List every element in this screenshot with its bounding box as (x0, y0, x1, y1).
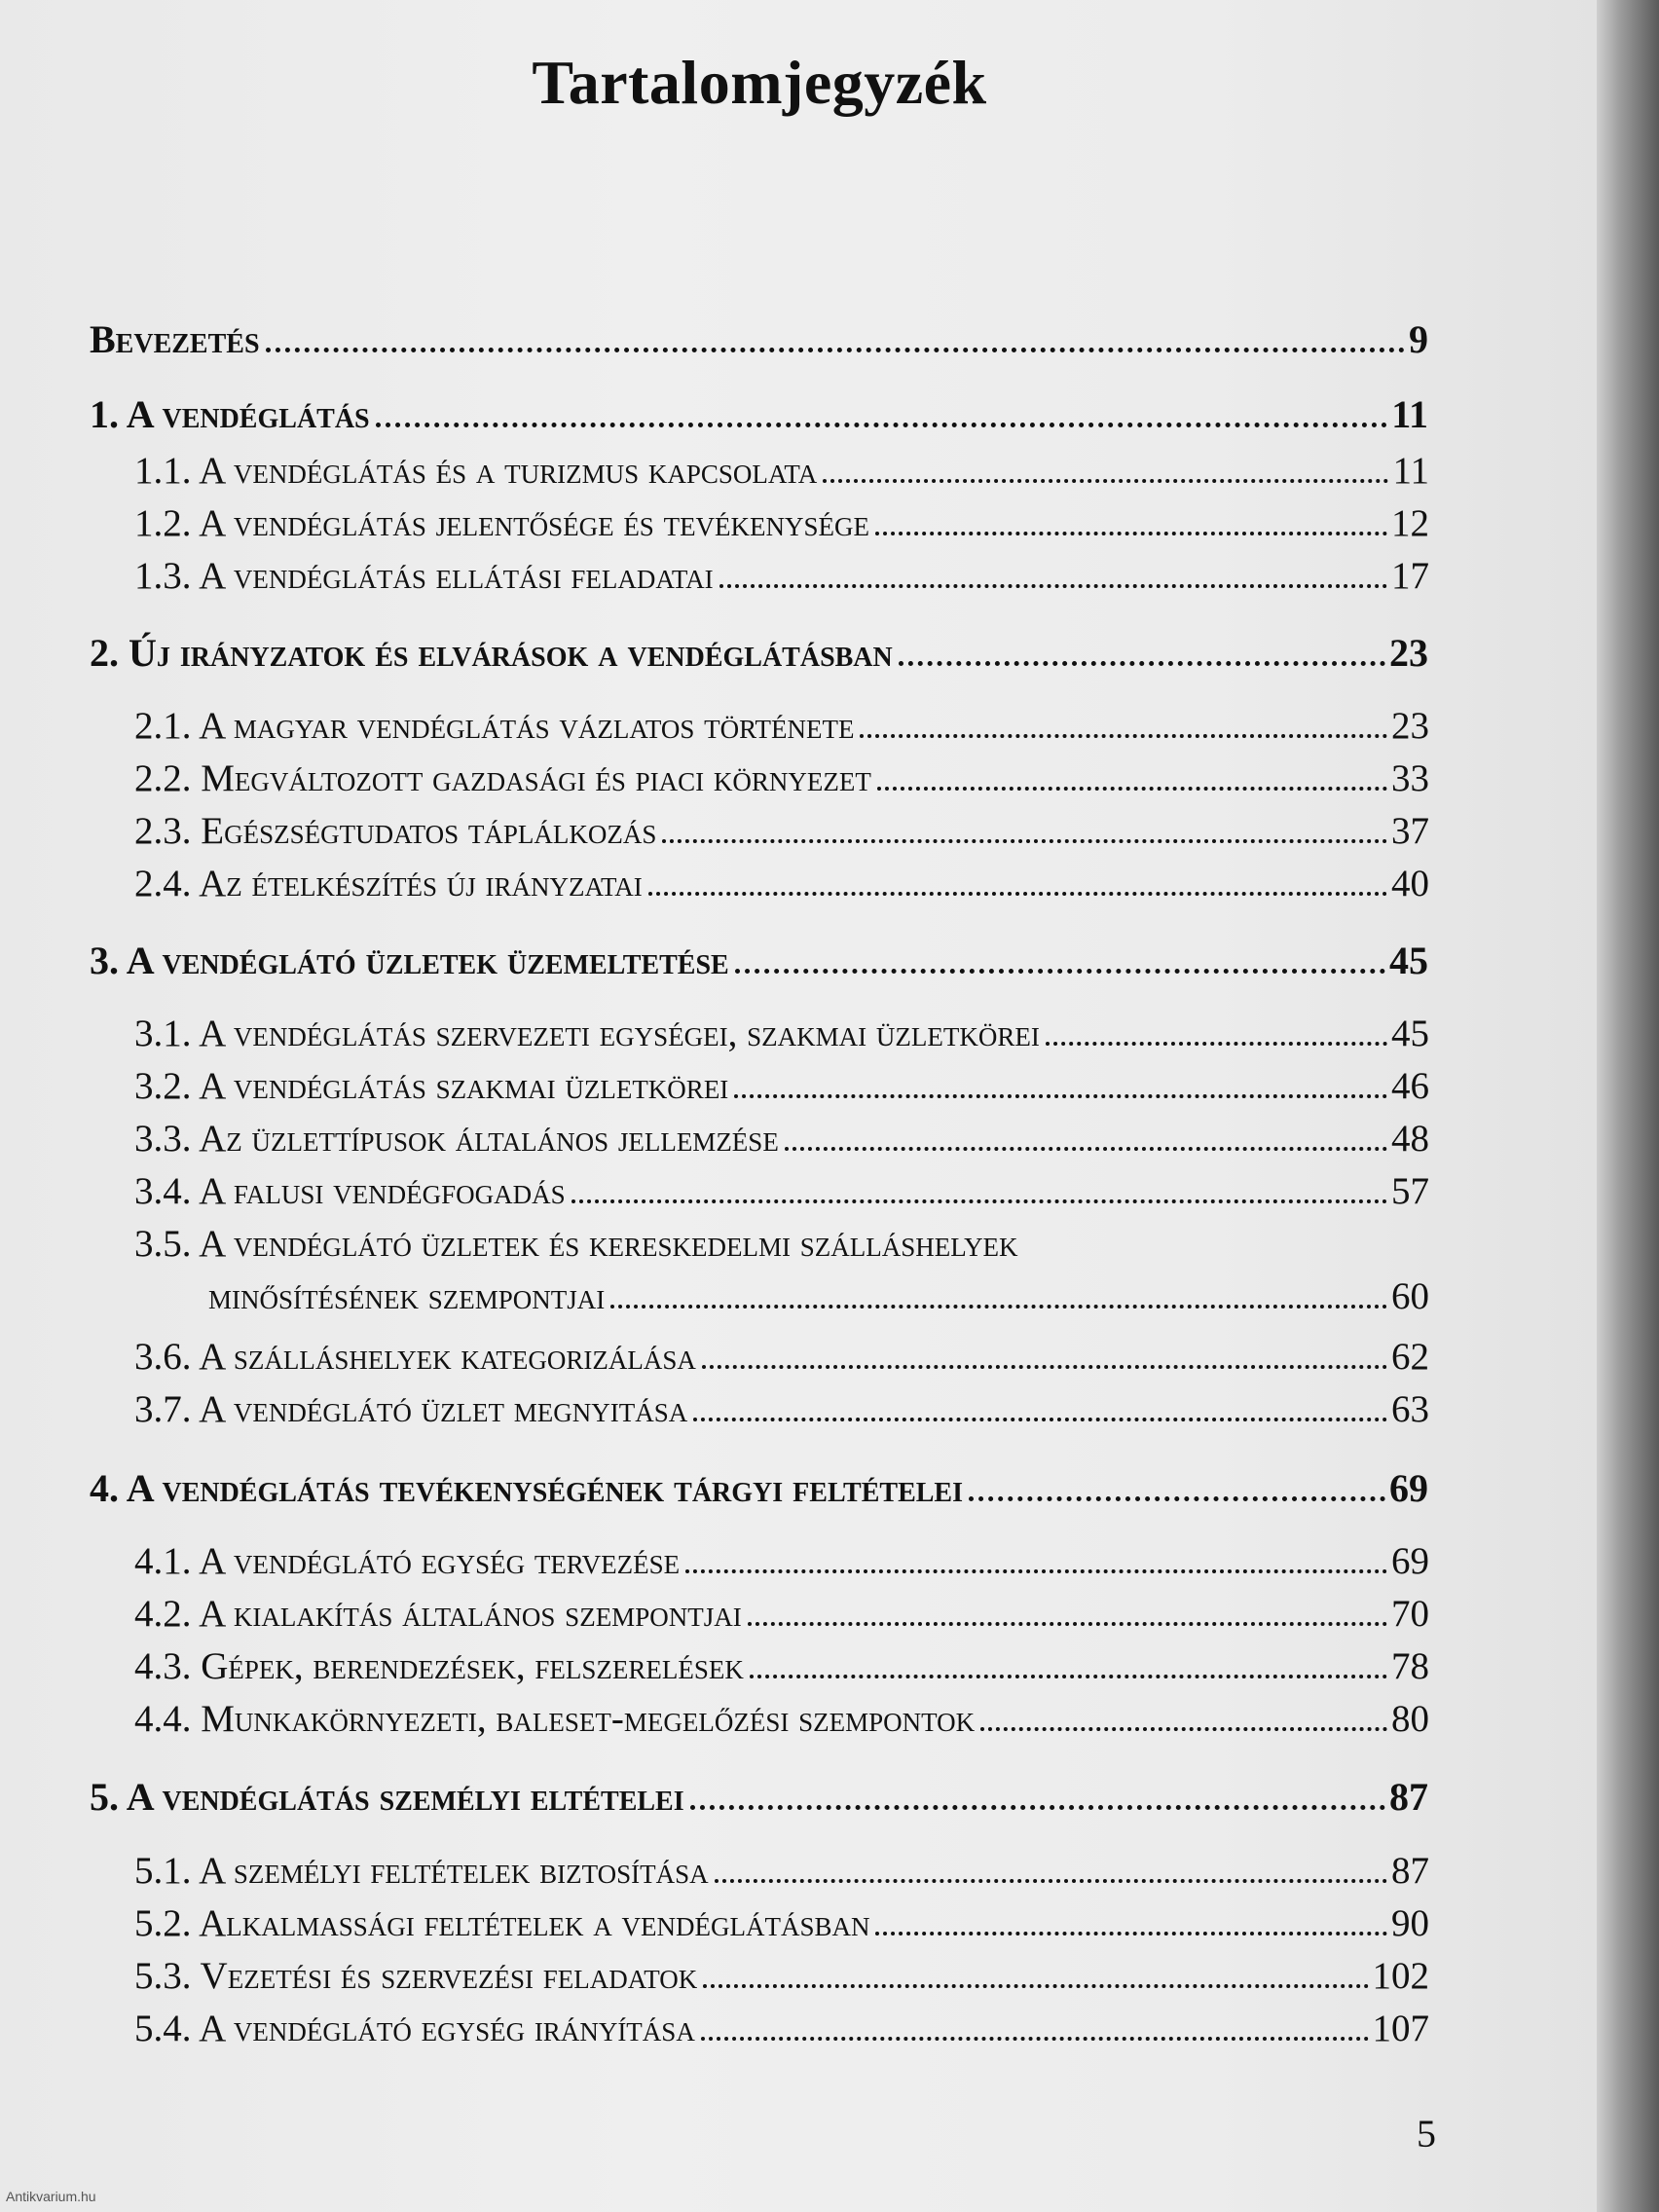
toc-chapter-entry (90, 385, 1428, 437)
toc-entry-label: 2.4. Az ételkészítés új irányzatai (134, 863, 643, 904)
dot-leader (685, 1569, 1387, 1573)
toc-entry-label: 5. A vendéglátás személyi eltételei (90, 1775, 684, 1819)
toc-entry-label: 2.2. Megváltozott gazdasági és piaci környezet (134, 757, 871, 799)
dot-leader (610, 1305, 1387, 1309)
toc-chapter-entry (90, 931, 1428, 983)
toc-entry-label: 5.4. A vendéglátó egység irányítása (134, 2008, 695, 2049)
toc-entry-label: 1.3. A vendéglátás ellátási feladatai (134, 555, 714, 597)
dot-leader (823, 479, 1388, 483)
toc-entry-label: 4.3. Gépek, berendezések, felszerelések (134, 1645, 744, 1687)
toc-chapter-entry (90, 1458, 1428, 1511)
toc-entry-page-number: 23 (1391, 705, 1429, 747)
toc-entry-label: 2. Új irányzatok és elvárások a vendéglátásban (90, 631, 893, 675)
toc-entry-page-number: 17 (1391, 555, 1429, 597)
toc-entry-page-number: 9 (1409, 317, 1428, 361)
toc-section-entry (134, 748, 1429, 800)
dot-leader (266, 348, 1405, 352)
toc-entry-page-number: 33 (1391, 757, 1429, 799)
toc-section-entry-first-line (134, 1213, 1429, 1266)
toc-entry-label: Bevezetés (90, 317, 260, 361)
page-number: 5 (1417, 2112, 1436, 2156)
dot-leader (690, 1805, 1385, 1810)
toc-entry-page-number: 63 (1391, 1388, 1429, 1430)
toc-section-entry (134, 1893, 1429, 1945)
toc-section-entry (134, 1636, 1429, 1688)
toc-entry-label: 1.1. A vendéglátás és a turizmus kapcsolata (134, 450, 818, 492)
toc-entry-label: 3.5. A vendéglátó üzletek és kereskedelmi szálláshelyek (134, 1223, 1018, 1265)
toc-chapter-entry (90, 1767, 1428, 1820)
dot-leader (969, 1496, 1385, 1501)
dot-leader (702, 1365, 1387, 1369)
dot-leader (648, 892, 1387, 896)
page-title: Tartalomjegyzék (532, 48, 987, 117)
toc-entry-label: 3. A vendéglátó üzletek üzemeltetése (90, 939, 729, 982)
dot-leader (875, 532, 1387, 535)
dot-leader (1046, 1042, 1387, 1046)
dot-leader (860, 734, 1387, 738)
toc-entry-page-number: 45 (1389, 939, 1428, 982)
toc-section-entry (134, 1326, 1429, 1379)
toc-entry-page-number: 90 (1391, 1902, 1429, 1944)
toc-section-entry (134, 545, 1429, 598)
dot-leader (899, 661, 1385, 666)
toc-entry-label: 4. A vendéglátás tevékenységének tárgyi feltételei (90, 1466, 964, 1510)
page-shadow-edge (1597, 0, 1659, 2212)
toc-chapter-entry (90, 310, 1428, 362)
toc-entry-label: 1. A vendéglátás (90, 392, 370, 436)
toc-entry-label-continuation: minősítésének szempontjai (208, 1275, 606, 1317)
toc-entry-label: 3.1. A vendéglátás szervezeti egységei, szakmai üzletkörei (134, 1013, 1040, 1054)
watermark: Antikvarium.hu (6, 2189, 96, 2204)
toc-entry-page-number: 107 (1372, 2008, 1429, 2049)
toc-entry-page-number: 69 (1389, 1466, 1428, 1510)
toc-section-entry (134, 1688, 1429, 1741)
toc-entry-page-number: 40 (1391, 863, 1429, 904)
toc-section-entry (134, 1530, 1429, 1583)
toc-section-entry (134, 1998, 1429, 2050)
toc-entry-page-number: 69 (1391, 1540, 1429, 1582)
dot-leader (785, 1147, 1387, 1151)
toc-entry-label: 2.1. A magyar vendéglátás vázlatos története (134, 705, 855, 747)
toc-entry-label: 4.4. Munkakörnyezeti, baleset-megelőzési szempontok (134, 1698, 976, 1740)
toc-section-entry (134, 440, 1429, 493)
dot-leader (376, 423, 1388, 427)
toc-section-entry (134, 493, 1429, 545)
toc-entry-page-number: 11 (1391, 392, 1428, 436)
dot-leader (571, 1199, 1387, 1203)
dot-leader (662, 839, 1387, 843)
toc-entry-page-number: 46 (1391, 1065, 1429, 1107)
toc-entry-label: 4.1. A vendéglátó egység tervezése (134, 1540, 681, 1582)
toc-entry-page-number: 12 (1391, 502, 1429, 544)
toc-entry-page-number: 80 (1391, 1698, 1429, 1740)
toc-entry-label: 4.2. A kialakítás általános szempontjai (134, 1593, 742, 1635)
toc-section-entry (208, 1266, 1429, 1318)
dot-leader (734, 1094, 1387, 1098)
toc-entry-page-number: 57 (1391, 1170, 1429, 1212)
toc-entry-label: 2.3. Egészségtudatos táplálkozás (134, 810, 657, 852)
toc-section-entry (134, 1379, 1429, 1431)
toc-entry-page-number: 70 (1391, 1593, 1429, 1635)
toc-entry-page-number: 11 (1392, 450, 1429, 492)
toc-entry-label: 3.4. A falusi vendégfogadás (134, 1170, 566, 1212)
toc-entry-label: 3.3. Az üzlettípusok általános jellemzése (134, 1118, 779, 1160)
toc-section-entry (134, 1055, 1429, 1108)
toc-section-entry (134, 695, 1429, 748)
toc-entry-label: 3.7. A vendéglátó üzlet megnyitása (134, 1388, 688, 1430)
toc-entry-page-number: 87 (1391, 1850, 1429, 1892)
dot-leader (715, 1879, 1387, 1883)
toc-entry-page-number: 87 (1389, 1775, 1428, 1819)
dot-leader (877, 787, 1387, 791)
dot-leader (875, 1932, 1387, 1936)
dot-leader (693, 1418, 1387, 1421)
toc-entry-page-number: 48 (1391, 1118, 1429, 1160)
toc-entry-page-number: 45 (1391, 1013, 1429, 1054)
toc-entry-label: 5.3. Vezetési és szervezési feladatok (134, 1955, 698, 1997)
toc-entry-label: 3.6. A szálláshelyek kategorizálása (134, 1336, 696, 1378)
dot-leader (980, 1727, 1387, 1731)
dot-leader (719, 584, 1387, 588)
toc-section-entry (134, 1161, 1429, 1213)
dot-leader (748, 1622, 1387, 1626)
dot-leader (735, 969, 1385, 974)
dot-leader (750, 1675, 1387, 1678)
toc-entry-page-number: 37 (1391, 810, 1429, 852)
toc-entry-label: 5.2. Alkalmassági feltételek a vendéglátásban (134, 1902, 870, 1944)
toc-chapter-entry (90, 623, 1428, 676)
toc-section-entry (134, 1003, 1429, 1055)
toc-entry-page-number: 62 (1391, 1336, 1429, 1378)
toc-entry-label: 3.2. A vendéglátás szakmai üzletkörei (134, 1065, 729, 1107)
toc-section-entry (134, 1108, 1429, 1161)
toc-entry-page-number: 23 (1389, 631, 1428, 675)
toc-entry-page-number: 78 (1391, 1645, 1429, 1687)
toc-section-entry (134, 1840, 1429, 1893)
dot-leader (701, 2037, 1369, 2041)
dot-leader (703, 1984, 1368, 1988)
toc-section-entry (134, 1945, 1429, 1998)
toc-entry-page-number: 60 (1391, 1275, 1429, 1317)
toc-entry-page-number: 102 (1372, 1955, 1429, 1997)
toc-entry-label: 5.1. A személyi feltételek biztosítása (134, 1850, 709, 1892)
toc-section-entry (134, 853, 1429, 905)
toc-section-entry (134, 800, 1429, 853)
toc-section-entry (134, 1583, 1429, 1636)
toc-entry-label: 1.2. A vendéglátás jelentősége és tevékenysége (134, 502, 870, 544)
